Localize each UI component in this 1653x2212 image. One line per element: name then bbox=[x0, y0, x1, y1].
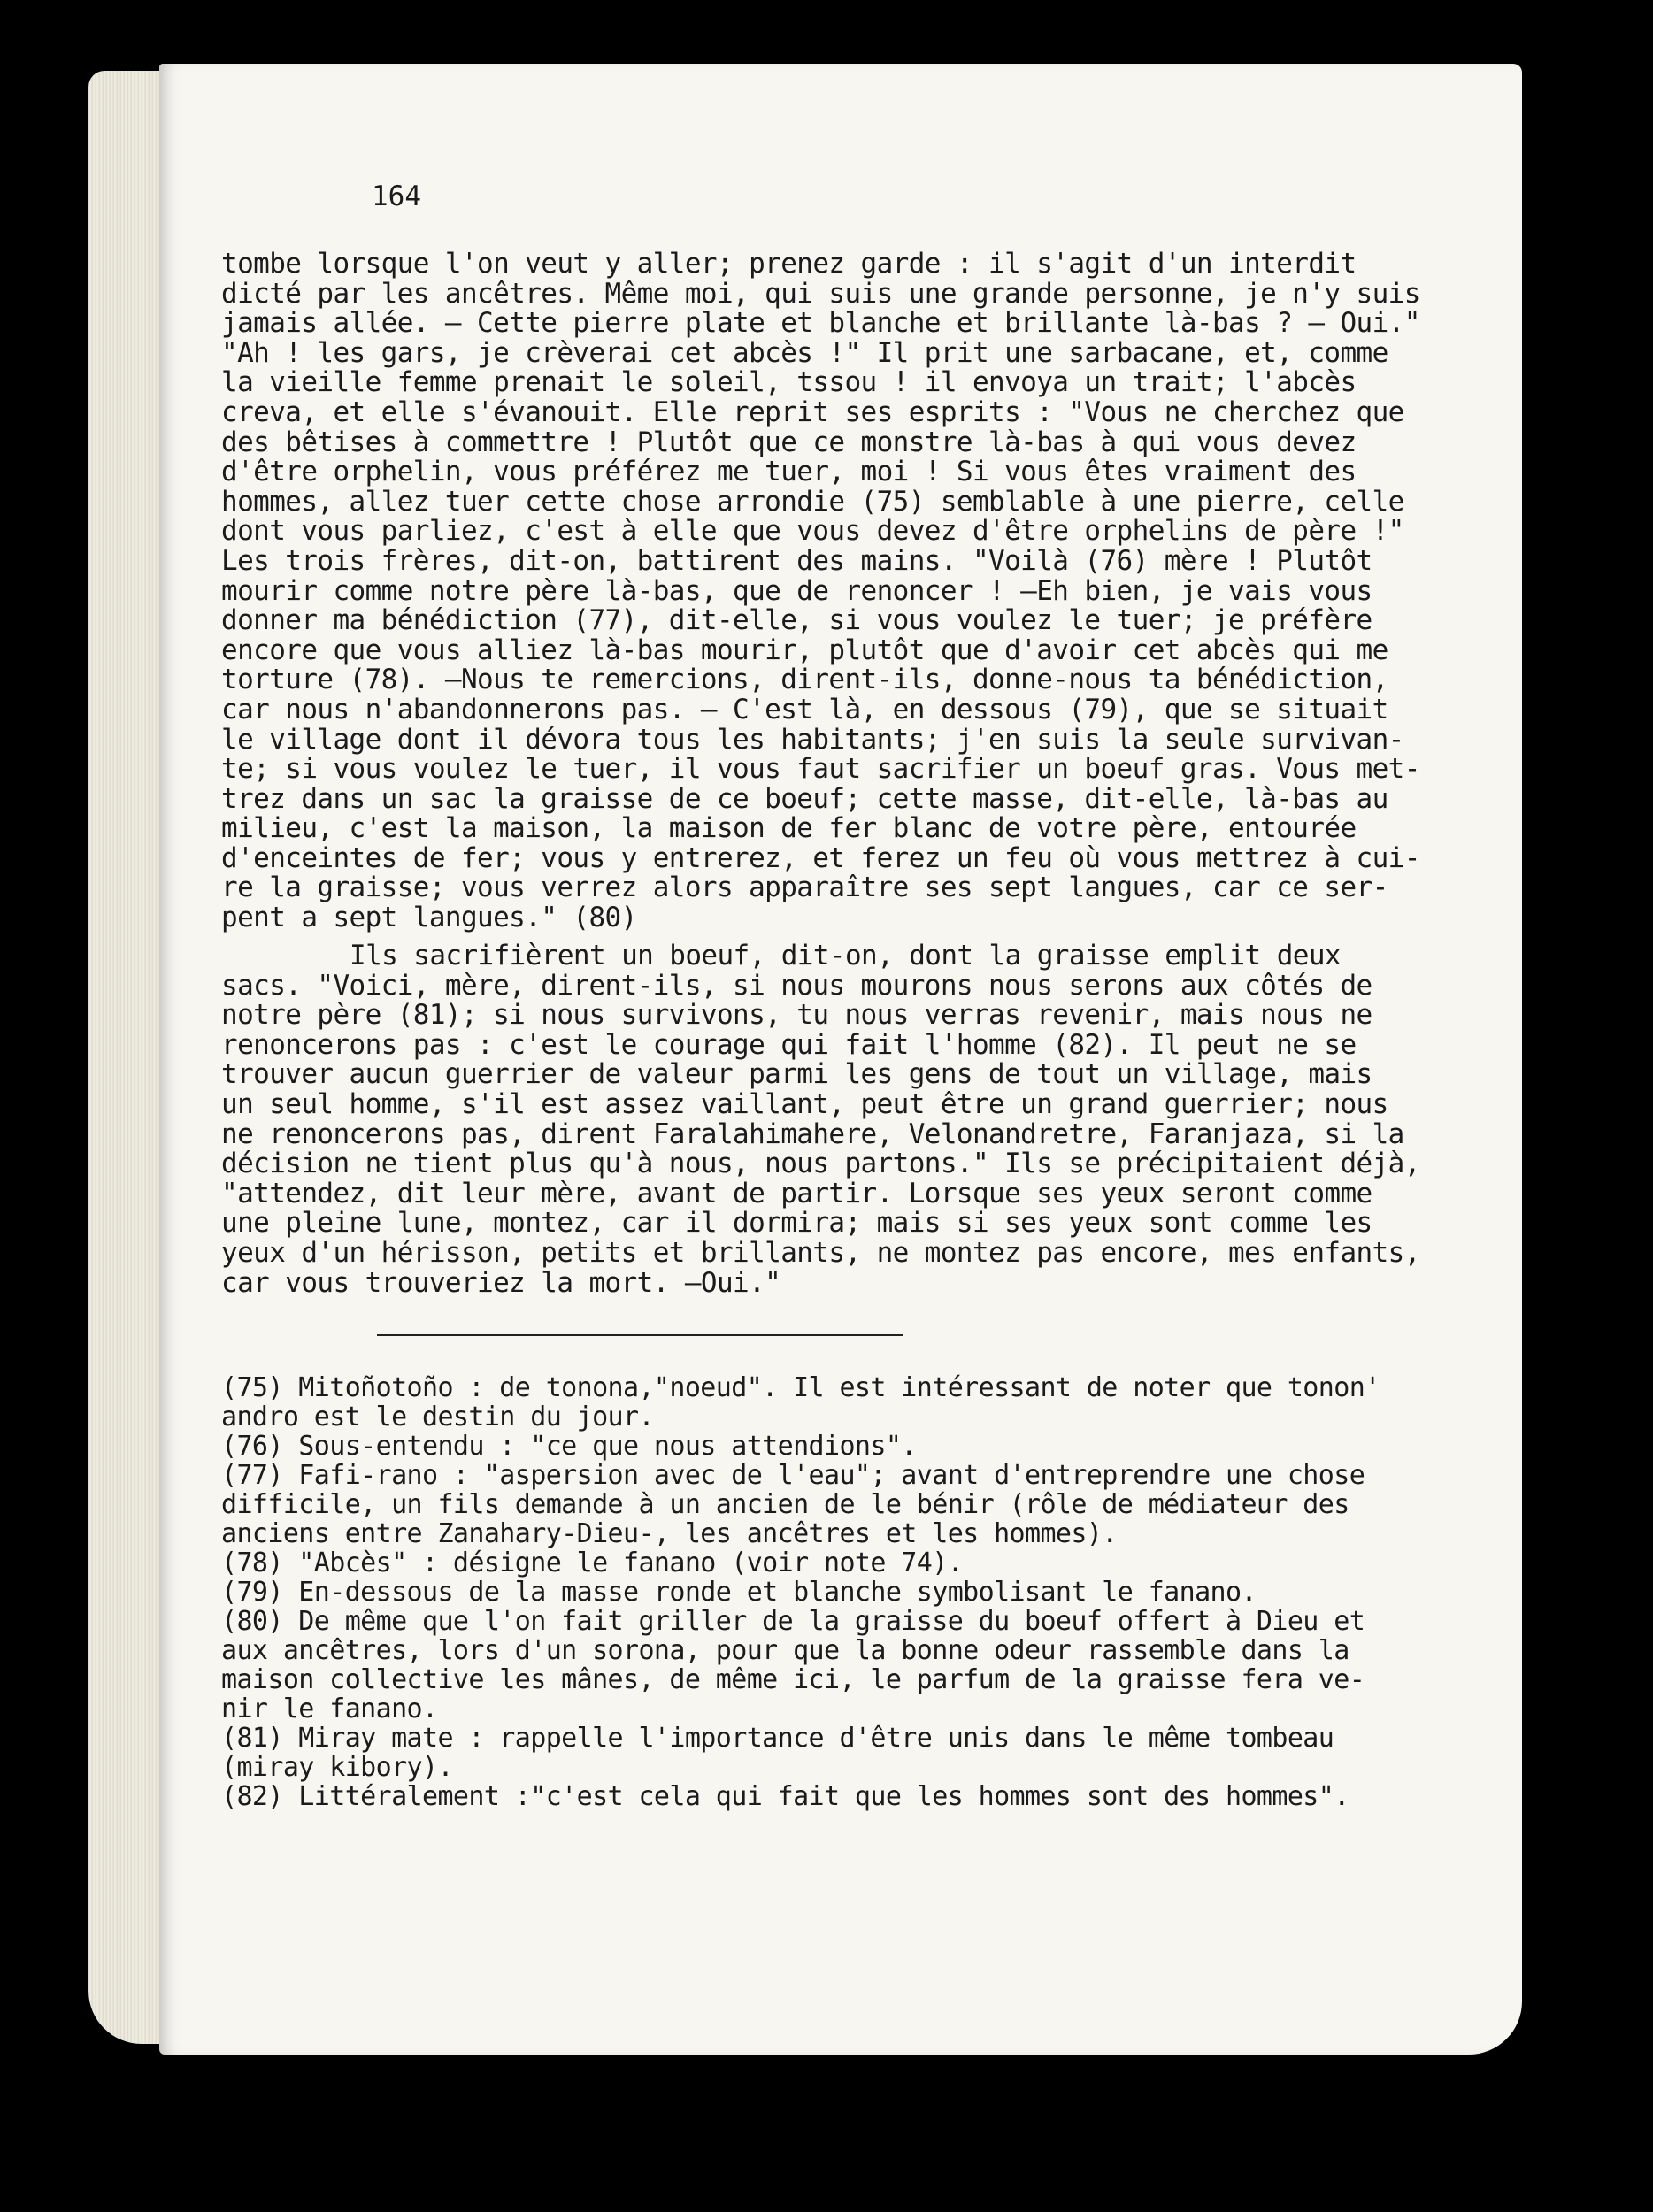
text-line: mourir comme notre père là-bas, que de renoncer ! –Eh bien, je vais vous bbox=[221, 574, 1372, 607]
text-line: une pleine lune, montez, car il dormira; mais si ses yeux sont comme les bbox=[221, 1207, 1372, 1240]
text-line: pent a sept langues." (80) bbox=[221, 902, 637, 934]
footnote-line: (82) Littéralement :"c'est cela qui fait que les hommes sont des hommes". bbox=[221, 1781, 1349, 1812]
text-line: re la graisse; vous verrez alors apparaître ses sept langues, car ce ser- bbox=[221, 872, 1388, 904]
text-line: notre père (81); si nous survivons, tu nous verras revenir, mais nous ne bbox=[221, 999, 1372, 1032]
footnote-line: (80) De même que l'on fait griller de la graisse du boeuf offert à Dieu et bbox=[221, 1606, 1365, 1637]
footnote-line: difficile, un fils demande à un ancien de le bénir (rôle de médiateur des bbox=[221, 1489, 1349, 1520]
footnote-line: (81) Miray mate : rappelle l'importance d'être unis dans le même tombeau bbox=[221, 1723, 1334, 1754]
footnote-line: (76) Sous-entendu : "ce que nous attendions". bbox=[221, 1431, 917, 1462]
footnote-separator-rule bbox=[377, 1334, 903, 1336]
footnote-line: (miray kibory). bbox=[221, 1752, 453, 1783]
footnotes bbox=[221, 1373, 1389, 1811]
text-line: sacs. "Voici, mère, dirent-ils, si nous mourons nous serons aux côtés de bbox=[221, 969, 1372, 1002]
footnote-line: andro est le destin du jour. bbox=[221, 1402, 654, 1432]
text-line: renoncerons pas : c'est le courage qui fait l'homme (82). Il peut ne se bbox=[221, 1028, 1357, 1061]
text-line: Ils sacrifièrent un boeuf, dit-on, dont la graisse emplit deux bbox=[350, 940, 1341, 972]
text-line: un seul homme, s'il est assez vaillant, peut être un grand guerrier; nous bbox=[221, 1087, 1388, 1120]
text-line: trez dans un sac la graisse de ce boeuf; cette masse, dit-elle, là-bas au bbox=[221, 782, 1388, 815]
footnote-line: (78) "Abcès" : désigne le fanano (voir note 74). bbox=[221, 1548, 964, 1578]
footnote-line: maison collective les mânes, de même ici, le parfum de la graisse fera ve- bbox=[221, 1664, 1365, 1695]
footnote-line: (79) En-dessous de la masse ronde et blanche symbolisant le fanano. bbox=[221, 1577, 1257, 1608]
footnote-line: (75) Mitoñotoño : de tonona,"noeud". Il est intéressant de noter que tonon' bbox=[221, 1372, 1380, 1403]
text-line: Les trois frères, dit-on, battirent des mains. "Voilà (76) mère ! Plutôt bbox=[221, 544, 1372, 577]
text-line: d'être orphelin, vous préférez me tuer, moi ! Si vous êtes vraiment des bbox=[221, 456, 1357, 488]
page-number: 164 bbox=[372, 180, 421, 212]
text-line: car vous trouveriez la mort. –Oui." bbox=[221, 1266, 781, 1299]
text-line: "Ah ! les gars, je crèverai cet abcès !" Il prit une sarbacane, et, comme bbox=[221, 336, 1388, 369]
text-line: torture (78). –Nous te remercions, dirent-ils, donne-nous ta bénédiction, bbox=[221, 664, 1388, 696]
footnote-line: aux ancêtres, lors d'un sorona, pour que la bonne odeur rassemble dans la bbox=[221, 1635, 1349, 1666]
text-line: dont vous parliez, c'est à elle que vous devez d'être orphelins de père !" bbox=[221, 515, 1404, 548]
footnote-line: (77) Fafi-rano : "aspersion avec de l'eau"; avant d'entreprendre une chose bbox=[221, 1460, 1365, 1491]
text-line: yeux d'un hérisson, petits et brillants, ne montez pas encore, mes enfants, bbox=[221, 1236, 1420, 1269]
text-line: milieu, c'est la maison, la maison de fer blanc de votre père, entourée bbox=[221, 812, 1357, 845]
footnote-line: nir le fanano. bbox=[221, 1694, 438, 1724]
text-line: ne renoncerons pas, dirent Faralahimahere, Velonandretre, Faranjaza, si la bbox=[221, 1118, 1404, 1150]
text-line: décision ne tient plus qu'à nous, nous partons." Ils se précipitaient déjà, bbox=[221, 1148, 1420, 1180]
main-paragraph-2 bbox=[221, 940, 1420, 1299]
text-line: car nous n'abandonnerons pas. – C'est là, en dessous (79), que se situait bbox=[221, 693, 1388, 726]
text-line: creva, et elle s'évanouit. Elle reprit ses esprits : "Vous ne cherchez que bbox=[221, 396, 1404, 428]
text-line: hommes, allez tuer cette chose arrondie (75) semblable à une pierre, celle bbox=[221, 485, 1404, 518]
text-line: trouver aucun guerrier de valeur parmi les gens de tout un village, mais bbox=[221, 1058, 1372, 1091]
text-line: jamais allée. – Cette pierre plate et blanche et brillante là-bas ? – Oui." bbox=[221, 307, 1420, 340]
main-paragraph-1 bbox=[221, 248, 1420, 934]
text-line: tombe lorsque l'on veut y aller; prenez garde : il s'agit d'un interdit bbox=[221, 248, 1357, 280]
text-line: d'enceintes de fer; vous y entrerez, et ferez un feu où vous mettrez à cui- bbox=[221, 841, 1420, 874]
text-line: encore que vous alliez là-bas mourir, plutôt que d'avoir cet abcès qui me bbox=[221, 634, 1388, 666]
text-line: "attendez, dit leur mère, avant de partir. Lorsque ses yeux seront comme bbox=[221, 1177, 1372, 1210]
text-line: te; si vous voulez le tuer, il vous faut sacrifier un boeuf gras. Vous met- bbox=[221, 753, 1420, 786]
footnote-line: anciens entre Zanahary-Dieu-, les ancêtres et les hommes). bbox=[221, 1518, 1118, 1549]
text-line: dicté par les ancêtres. Même moi, qui suis une grande personne, je n'y suis bbox=[221, 277, 1420, 310]
text-line: des bêtises à commettre ! Plutôt que ce monstre là-bas à qui vous devez bbox=[221, 426, 1357, 458]
text-line: donner ma bénédiction (77), dit-elle, si vous voulez le tuer; je préfère bbox=[221, 604, 1372, 637]
text-line: la vieille femme prenait le soleil, tssou ! il envoya un trait; l'abcès bbox=[221, 366, 1357, 399]
text-line: le village dont il dévora tous les habitants; j'en suis la seule survivan- bbox=[221, 723, 1404, 756]
